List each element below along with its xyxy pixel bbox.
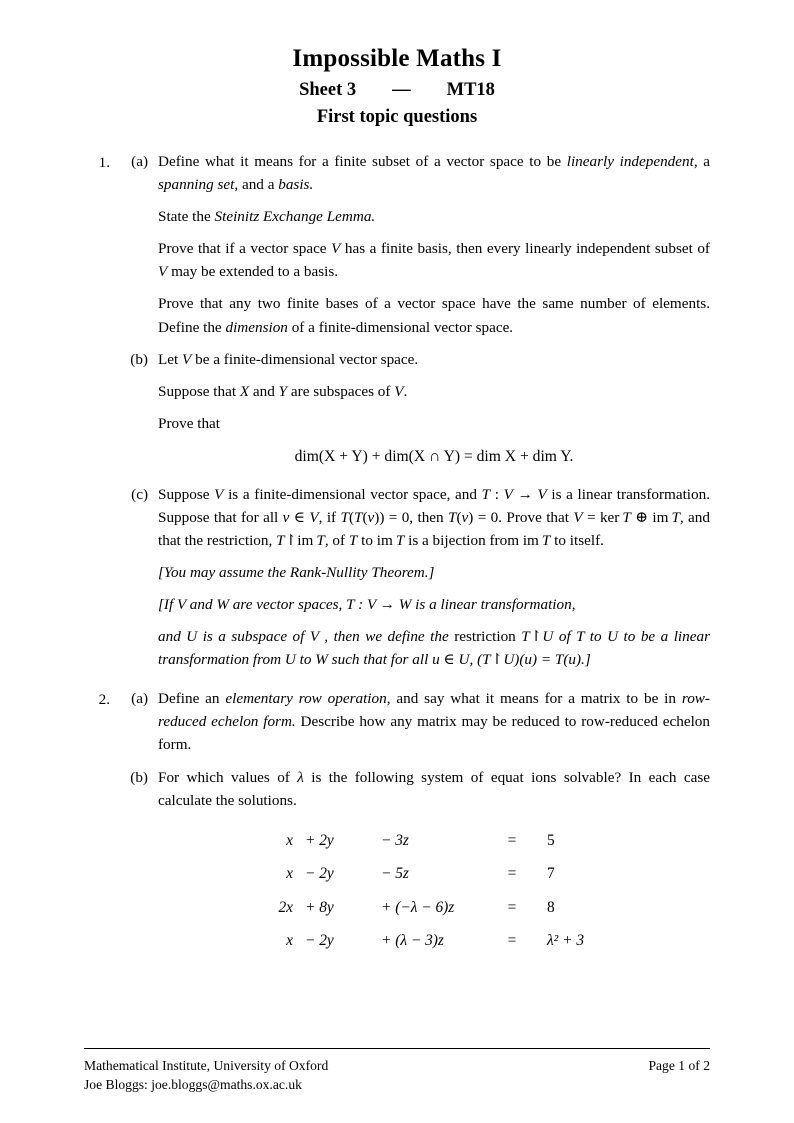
- paragraph: [If V and W are vector spaces, T : V → W is a linear transformation,: [158, 596, 576, 613]
- footer-page-number: Page 1 of 2: [648, 1057, 710, 1073]
- paragraph: and U is a subspace of V , then we define the restriction T↾U of T to U to be a linear transformation from U to W such that for all u ∈ U, (T↾U)(u) = T(u).]: [158, 628, 710, 669]
- paragraph: For which values of λ is the following system of equat ions solvable? In each case calculate the solutions.: [158, 768, 710, 809]
- eq-term-1: x: [286, 865, 293, 883]
- paragraph: Prove that: [158, 414, 221, 432]
- eq-rhs: λ² + 3: [547, 931, 585, 949]
- eq-equals: =: [507, 865, 517, 883]
- equation-system: [245, 824, 623, 958]
- eq-rhs: 7: [547, 865, 555, 883]
- paragraph: Let V be a finite-dimensional vector space.: [158, 350, 419, 368]
- part-text: [148, 348, 710, 481]
- question-1: [84, 150, 710, 673]
- part-label: (b): [130, 768, 148, 786]
- paragraph: [You may assume the Rank-Nullity Theorem.]: [158, 563, 435, 581]
- paragraph: Prove that any two finite bases of a vector space have the same number of elements. Define the dimension of a finite-dimensional vector space.: [158, 295, 710, 336]
- eq-term-3: + (λ − 3)z: [381, 931, 444, 949]
- footer-contact: Joe Bloggs: joe.bloggs@maths.ox.ac.uk: [84, 1077, 302, 1093]
- footer-top-row: [84, 1056, 710, 1076]
- displayed-equation: dim(X + Y) + dim(X ∩ Y) = dim X + dim Y.: [294, 447, 574, 465]
- eq-term-1: x: [286, 831, 293, 849]
- footer-divider: [84, 1048, 710, 1049]
- question-part-1c: [120, 483, 710, 672]
- question-number: 2.: [98, 691, 110, 709]
- paragraph: State the Steinitz Exchange Lemma.: [158, 208, 376, 226]
- eq-term-2: + 8y: [305, 898, 334, 916]
- equation-row: [245, 824, 623, 857]
- question-body: [110, 150, 710, 673]
- question-part-1a: [120, 150, 710, 339]
- eq-term-3: − 3z: [381, 831, 409, 849]
- sheet-label: Sheet 3: [299, 80, 357, 100]
- footer-institute: Mathematical Institute, University of Oxford: [84, 1057, 329, 1073]
- paragraph: Suppose that X and Y are subspaces of V.: [158, 382, 408, 400]
- part-label: (a): [131, 153, 148, 170]
- question-part-2a: [120, 687, 710, 756]
- part-text: [148, 766, 710, 958]
- equation-row: [245, 924, 623, 957]
- part-label: (b): [130, 350, 148, 368]
- question-part-2b: [120, 766, 710, 958]
- part-text: [148, 687, 710, 756]
- page-footer: [84, 1048, 710, 1095]
- part-text: [148, 150, 710, 339]
- eq-term-3: + (−λ − 6)z: [381, 898, 455, 916]
- eq-term-2: − 2y: [305, 865, 334, 883]
- paragraph: Define an elementary row operation, and say what it means for a matrix to be in row-reduced echelon form. Describe how any matrix may be reduced to row-reduced echelon form.: [158, 690, 710, 754]
- question-2: [84, 687, 710, 959]
- term-label: MT18: [446, 80, 495, 100]
- eq-term-1: x: [286, 931, 293, 949]
- eq-rhs: 5: [547, 831, 555, 849]
- eq-term-3: − 5z: [381, 865, 409, 883]
- eq-equals: =: [507, 898, 517, 916]
- eq-term-2: − 2y: [305, 931, 334, 949]
- eq-term-1: 2x: [278, 898, 293, 916]
- part-text: [148, 483, 710, 672]
- question-list: [84, 150, 710, 959]
- sheet-heading: [84, 80, 710, 101]
- equation-row: [245, 857, 623, 890]
- paragraph: Suppose V is a finite-dimensional vector space, and T : V → V is a linear transformation. Suppose that for all v ∈ V, if T(T(v)) = 0, then T(v) = 0. Prove that V = ker T ⊕ im T, and that the restriction, T↾im T, of T to im T is a bijection from im T to itself.: [158, 485, 710, 549]
- eq-rhs: 8: [547, 898, 555, 916]
- paragraph: Define what it means for a finite subset of a vector space to be linearly independent, a spanning set, and a basis.: [158, 153, 711, 194]
- part-label: (a): [131, 690, 148, 708]
- eq-term-2: + 2y: [305, 831, 334, 849]
- paragraph: Prove that if a vector space V has a finite basis, then every linearly independent subset of V may be extended to a basis.: [158, 240, 710, 281]
- part-label: (c): [131, 485, 148, 503]
- question-number: 1.: [98, 154, 110, 171]
- page-title: Impossible Maths I: [292, 45, 502, 72]
- question-part-1b: [120, 348, 710, 481]
- subheading: First topic questions: [316, 107, 478, 127]
- eq-equals: =: [507, 931, 517, 949]
- equation-row: [245, 891, 623, 924]
- question-body: [110, 687, 710, 959]
- eq-equals: =: [507, 831, 517, 849]
- dash-separator: —: [392, 80, 411, 100]
